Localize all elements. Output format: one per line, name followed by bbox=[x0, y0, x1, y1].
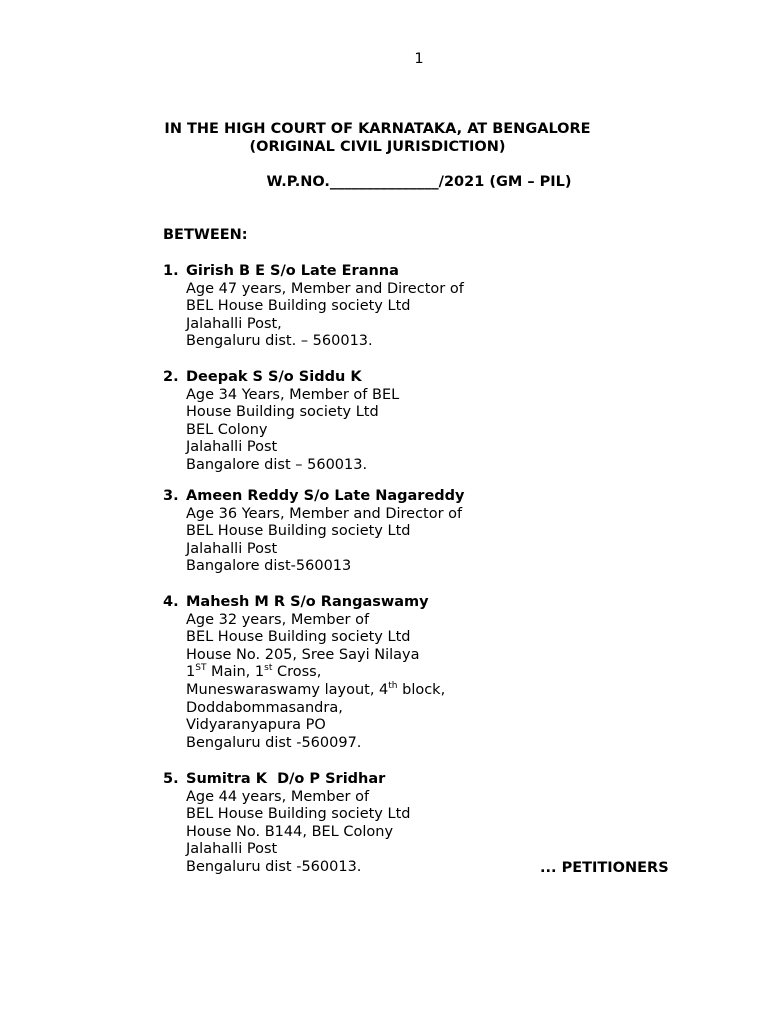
address-line: Bengaluru dist -560097. bbox=[186, 734, 362, 751]
petitioners-label: ... PETITIONERS bbox=[540, 860, 669, 876]
petitioner-number: 5. bbox=[163, 771, 179, 787]
address-line: House No. 205, Sree Sayi Nilaya bbox=[186, 646, 420, 663]
address-line: Bangalore dist – 560013. bbox=[186, 456, 368, 473]
page-number: 1 bbox=[414, 51, 424, 67]
petitioner-name: Sumitra K D/o P Sridhar bbox=[186, 771, 386, 787]
address-line: Age 44 years, Member of bbox=[186, 788, 370, 805]
petitioner-3 bbox=[163, 488, 465, 576]
address-line: Age 36 Years, Member and Director of bbox=[186, 505, 463, 522]
address-line: Muneswaraswamy layout, 4th block, bbox=[186, 681, 446, 698]
address-line: Jalahalli Post bbox=[186, 841, 278, 858]
address-line: BEL House Building society Ltd bbox=[186, 629, 411, 646]
address-line: Bengaluru dist -560013. bbox=[186, 858, 362, 875]
petitioner-2 bbox=[163, 369, 399, 475]
address-line: BEL House Building society Ltd bbox=[186, 806, 411, 823]
petitioner-name: Girish B E S/o Late Eranna bbox=[186, 263, 399, 279]
address-line: Bengaluru dist. – 560013. bbox=[186, 333, 373, 350]
address-line: Age 32 years, Member of bbox=[186, 611, 370, 628]
address-line: Jalahalli Post bbox=[186, 540, 278, 557]
address-line: House Building society Ltd bbox=[186, 404, 379, 421]
address-line: Doddabommasandra, bbox=[186, 699, 343, 716]
address-line: House No. B144, BEL Colony bbox=[186, 823, 394, 840]
address-line: Age 47 years, Member and Director of bbox=[186, 280, 464, 297]
address-line: Jalahalli Post bbox=[186, 439, 278, 456]
court-heading bbox=[0, 120, 755, 156]
petitioner-name: Ameen Reddy S/o Late Nagareddy bbox=[186, 488, 465, 504]
between-label: BETWEEN: bbox=[163, 227, 248, 243]
address-line: BEL House Building society Ltd bbox=[186, 298, 411, 315]
address-line: Age 34 Years, Member of BEL bbox=[186, 386, 400, 403]
court-title: IN THE HIGH COURT OF KARNATAKA, AT BENGALORE bbox=[164, 121, 591, 137]
petitioner-5 bbox=[163, 771, 410, 877]
petitioner-number: 3. bbox=[163, 488, 179, 504]
petitioner-number: 2. bbox=[163, 369, 179, 385]
address-line: 1ST Main, 1st Cross, bbox=[186, 663, 322, 681]
petitioner-name: Mahesh M R S/o Rangaswamy bbox=[186, 594, 429, 610]
petitioner-number: 1. bbox=[163, 263, 179, 279]
address-line: BEL House Building society Ltd bbox=[186, 523, 411, 540]
address-line: BEL Colony bbox=[186, 421, 268, 438]
jurisdiction: (ORIGINAL CIVIL JURISDICTION) bbox=[249, 139, 506, 155]
petitioner-number: 4. bbox=[163, 594, 179, 610]
address-line: Vidyaranyapura PO bbox=[186, 717, 326, 734]
petitioner-1 bbox=[163, 263, 464, 351]
address-line: Bangalore dist-560013 bbox=[186, 558, 352, 575]
address-line: Jalahalli Post, bbox=[186, 315, 282, 332]
petitioner-name: Deepak S S/o Siddu K bbox=[186, 369, 362, 385]
petitioner-4 bbox=[163, 594, 445, 752]
petition-number: W.P.NO._______________/2021 (GM – PIL) bbox=[266, 174, 572, 190]
